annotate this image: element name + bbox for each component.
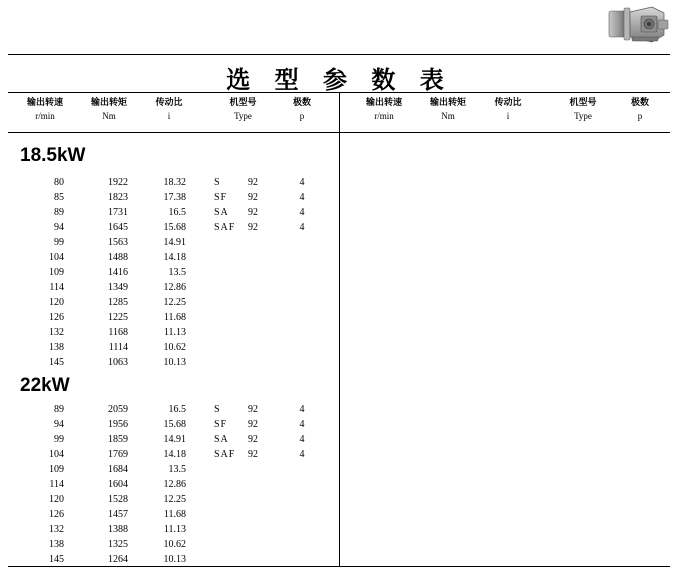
header-left-ratio: 传动比 i [155,98,183,121]
cell-ratio: 11.68 [163,509,186,520]
cell-ratio: 13.5 [168,464,186,475]
cell-ratio: 10.13 [163,357,186,368]
cell-rpm: 109 [49,464,64,475]
cell-type-name: S [214,177,221,188]
header-right-torque: 输出转矩 Nm [429,98,466,121]
cell-poles: 4 [299,449,305,460]
cell-type-size: 92 [248,207,258,218]
cell-rpm: 85 [54,192,64,203]
cell-rpm: 120 [49,297,64,308]
cell-rpm: 99 [54,237,64,248]
cell-type-name: SA [214,207,229,218]
cell-torque: 1264 [108,554,128,565]
cell-ratio: 16.5 [168,207,186,218]
cell-torque: 1349 [108,282,128,293]
cell-ratio: 12.25 [163,297,186,308]
cell-ratio: 12.86 [163,479,186,490]
cell-torque: 1645 [108,222,128,233]
cell-ratio: 17.38 [163,192,186,203]
cell-type-size: 92 [248,192,258,203]
header-right-ratio: 传动比 i [494,98,522,121]
cell-rpm: 89 [54,207,64,218]
cell-ratio: 14.18 [163,449,186,460]
cell-rpm: 94 [54,419,64,430]
cell-ratio: 15.68 [163,419,186,430]
cell-torque: 1922 [108,177,128,188]
cell-torque: 1956 [108,419,128,430]
gear-motor-image [608,4,670,48]
cell-torque: 1063 [108,357,128,368]
cell-torque: 1416 [108,267,128,278]
cell-torque: 1285 [108,297,128,308]
cell-torque: 1563 [108,237,128,248]
header-left-rpm: 输出转速 r/min [26,98,63,121]
cell-torque: 2059 [108,404,128,415]
cell-ratio: 10.62 [163,342,186,353]
cell-rpm: 94 [54,222,64,233]
cell-rpm: 114 [49,282,64,293]
cell-ratio: 18.32 [163,177,186,188]
cell-rpm: 145 [49,357,64,368]
cell-rpm: 132 [49,327,64,338]
section-power-label: 22kW [20,375,70,396]
cell-rpm: 114 [49,479,64,490]
header-right-rpm: 输出转速 r/min [365,98,402,121]
cell-torque: 1488 [108,252,128,263]
cell-torque: 1769 [108,449,128,460]
cell-rpm: 126 [49,509,64,520]
cell-ratio: 14.18 [163,252,186,263]
header-left-type: 机型号 Type [229,98,257,121]
header-right-poles: 极数 p [630,98,649,121]
page-title: 选 型 参 数 表 [226,66,452,94]
cell-torque: 1731 [108,207,128,218]
cell-poles: 4 [299,434,305,445]
cell-type-name: SA [214,434,229,445]
cell-ratio: 12.25 [163,494,186,505]
cell-torque: 1859 [108,434,128,445]
cell-rpm: 138 [49,539,64,550]
cell-type-size: 92 [248,222,258,233]
cell-ratio: 15.68 [163,222,186,233]
cell-ratio: 16.5 [168,404,186,415]
cell-rpm: 80 [54,177,64,188]
cell-rpm: 89 [54,404,64,415]
cell-ratio: 11.13 [163,327,186,338]
cell-torque: 1823 [108,192,128,203]
cell-ratio: 14.91 [163,237,186,248]
cell-rpm: 132 [49,524,64,535]
cell-ratio: 11.13 [163,524,186,535]
cell-torque: 1684 [108,464,128,475]
cell-type-size: 92 [248,434,258,445]
cell-type-name: S [214,404,221,415]
cell-torque: 1604 [108,479,128,490]
cell-ratio: 14.91 [163,434,186,445]
cell-poles: 4 [299,177,305,188]
cell-torque: 1457 [108,509,128,520]
cell-poles: 4 [299,222,305,233]
cell-ratio: 13.5 [168,267,186,278]
cell-rpm: 126 [49,312,64,323]
cell-rpm: 104 [49,449,64,460]
header-left-poles: 极数 p [292,98,311,121]
cell-rpm: 99 [54,434,64,445]
cell-rpm: 120 [49,494,64,505]
cell-type-name: SAF [214,222,236,233]
cell-torque: 1325 [108,539,128,550]
cell-poles: 4 [299,192,305,203]
cell-torque: 1168 [108,327,128,338]
cell-torque: 1528 [108,494,128,505]
cell-torque: 1114 [108,342,128,353]
cell-ratio: 10.62 [163,539,186,550]
rule-bottom [8,566,670,567]
cell-type-size: 92 [248,177,258,188]
cell-ratio: 12.86 [163,282,186,293]
cell-rpm: 109 [49,267,64,278]
cell-type-name: SF [214,192,228,203]
cell-ratio: 10.13 [163,554,186,565]
section-power-label: 18.5kW [20,145,86,166]
cell-type-size: 92 [248,449,258,460]
header-left-torque: 输出转矩 Nm [90,98,127,121]
cell-poles: 4 [299,404,305,415]
cell-rpm: 104 [49,252,64,263]
cell-ratio: 11.68 [163,312,186,323]
cell-poles: 4 [299,207,305,218]
column-divider [339,92,340,566]
cell-torque: 1388 [108,524,128,535]
cell-torque: 1225 [108,312,128,323]
cell-type-size: 92 [248,404,258,415]
cell-rpm: 145 [49,554,64,565]
cell-type-size: 92 [248,419,258,430]
cell-type-name: SF [214,419,228,430]
cell-type-name: SAF [214,449,236,460]
column-headers [0,97,678,131]
header-right-type: 机型号 Type [569,98,597,121]
cell-poles: 4 [299,419,305,430]
rule-top [8,54,670,55]
cell-rpm: 138 [49,342,64,353]
